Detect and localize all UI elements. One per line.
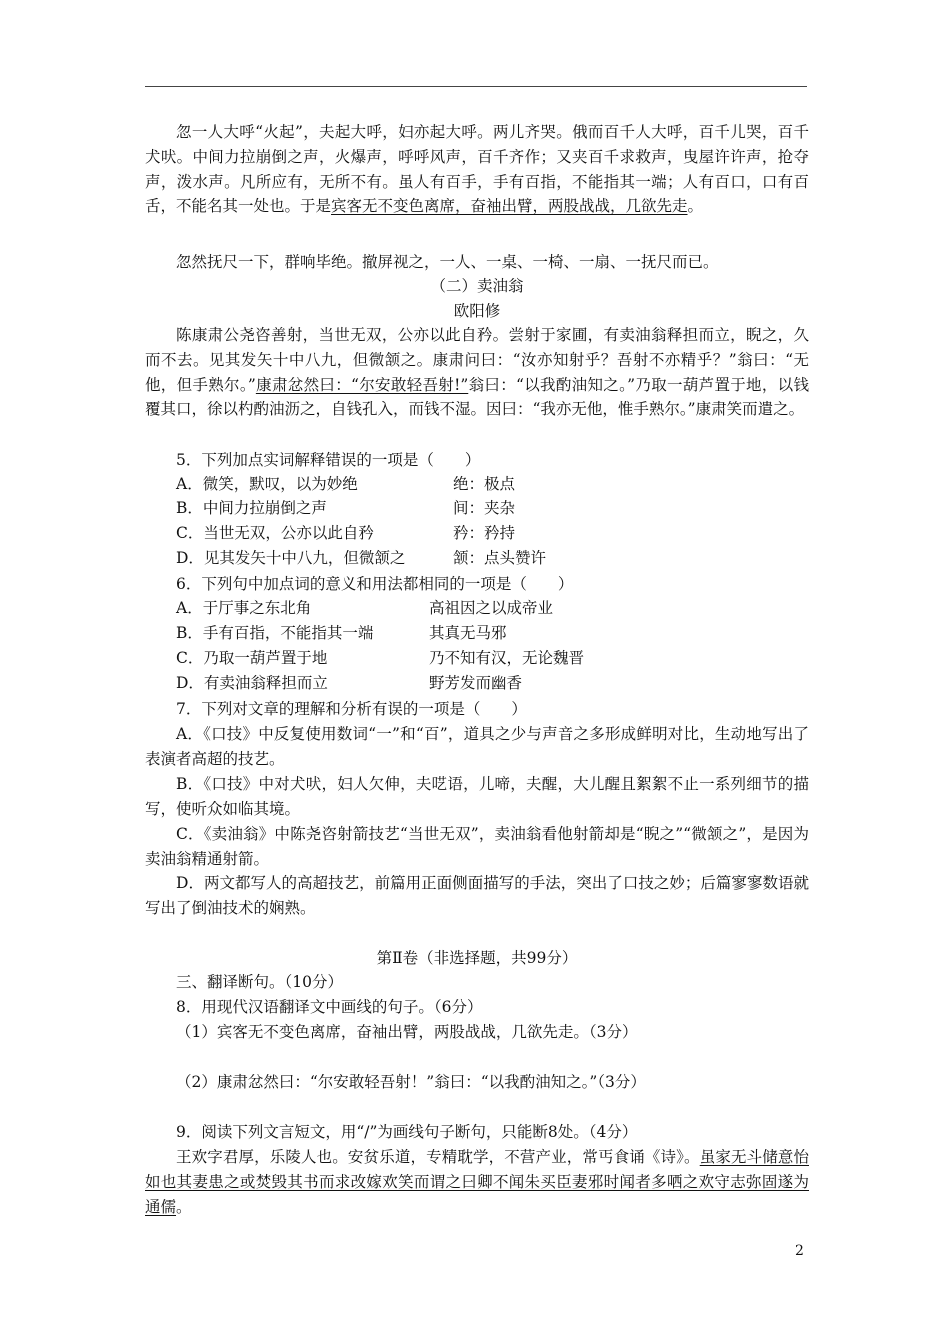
underlined-sentence-1: 宾客无不变色离席，奋袖出臂，两股战战，几欲先走 <box>331 197 688 216</box>
q6-option-a: A．于厅事之东北角 <box>176 599 312 617</box>
q7-option-c: C．《卖油翁》中陈尧咨射箭技艺“当世无双”，卖油翁看他射箭却是“睨之”“微颔之”，是因为卖油翁精通射箭。 <box>145 825 809 868</box>
maiyouweng-paragraph: 陈康肃公尧咨善射，当世无双，公亦以此自矜。尝射于家圃，有卖油翁释担而立，睨之，久而不去。见其发矢十中八九，但微颔之。康肃问曰：“汝亦知射乎？吾射不亦精乎？”翁曰：“无他，但手熟尔。”康肃忿然曰：“尔安敢轻吾射!”翁曰：“以我酌油知之。”乃取一葫芦置于地，以钱覆其口，徐以杓酌油沥之，自钱孔入，而钱不湿。因曰：“我亦无他，惟手熟尔。”康肃笑而遣之。 <box>145 326 809 419</box>
kouji-paragraph-2: 忽然抚尺一下，群响毕绝。撤屏视之，一人、一桌、一椅、一扇、一抚尺而已。 <box>176 253 719 271</box>
underlined-sentence-2: 康肃忿然曰：“尔安敢轻吾射!” <box>255 375 469 394</box>
q5-option-a: A．微笑，默叹，以为妙绝 <box>176 475 358 493</box>
q5-option-a-gloss: 绝：极点 <box>453 475 516 493</box>
q8-item-1: （1）宾客无不变色离席，奋袖出臂，两股战战，几欲先走。（3分） <box>176 1023 638 1041</box>
q6-option-b-compare: 其真无马邪 <box>429 624 507 642</box>
q8-stem: 8．用现代汉语翻译文中画线的句子。（6分） <box>176 998 483 1016</box>
passage-author: 欧阳修 <box>453 302 501 320</box>
q6-option-d-compare: 野芳发而幽香 <box>429 674 523 692</box>
underlined-passage: 虽家无斗储意怡如也其妻患之或焚毁其书而求改嫁欢笑而谓之曰卿不闻朱买臣妻邪时闻者多哂之欢守志弥固遂为通儒 <box>145 1148 809 1216</box>
q5-option-b: B．中间力拉崩倒之声 <box>176 499 327 517</box>
q5-option-c: C．当世无双，公亦以此自矜 <box>176 524 374 542</box>
part-2-heading: 第Ⅱ卷（非选择题，共99分） <box>376 949 578 967</box>
q5-option-d-gloss: 颔：点头赞许 <box>453 549 547 567</box>
q6-stem: 6．下列句中加点词的意义和用法都相同的一项是（ ） <box>176 575 574 593</box>
q7-option-a: A．《口技》中反复使用数词“一”和“百”，道具之少与声音之多形成鲜明对比，生动地写出了表演者高超的技艺。 <box>145 725 809 768</box>
q6-option-c-compare: 乃不知有汉，无论魏晋 <box>429 649 585 667</box>
kouji-paragraph-1: 忽一人大呼“火起”，夫起大呼，妇亦起大呼。两儿齐哭。俄而百千人大呼，百千儿哭，百千犬吠。中间力拉崩倒之声，火爆声，呼呼风声，百千齐作；又夹百千求救声，曳屋许许声，抢夺声，泼水声。凡所应有，无所不有。虽人有百手，手有百指，不能指其一端；人有百口，口有百舌，不能名其一处也。于是宾客无不变色离席，奋袖出臂，两股战战，几欲先走。 <box>145 123 809 216</box>
q5-stem: 5．下列加点实词解释错误的一项是（ ） <box>176 451 481 469</box>
q7-option-d: D．两文都写人的高超技艺，前篇用正面侧面描写的手法，突出了口技之妙；后篇寥寥数语就写出了倒油技术的娴熟。 <box>145 874 809 917</box>
passage-title: （二）卖油翁 <box>430 277 524 295</box>
q6-option-d: D．有卖油翁释担而立 <box>176 674 328 692</box>
q7-stem: 7．下列对文章的理解和分析有误的一项是（ ） <box>176 700 527 718</box>
page-number: 2 <box>795 1243 804 1259</box>
q6-option-b: B．手有百指，不能指其一端 <box>176 624 374 642</box>
q5-option-b-gloss: 间：夹杂 <box>453 499 516 517</box>
header-rule <box>145 86 807 87</box>
q6-option-a-compare: 高祖因之以成帝业 <box>429 599 554 617</box>
q9-passage: 王欢字君厚，乐陵人也。安贫乐道，专精耽学，不营产业，常丐食诵《诗》。虽家无斗储意怡如也其妻患之或焚毁其书而求改嫁欢笑而谓之曰卿不闻朱买臣妻邪时闻者多哂之欢守志弥固遂为通儒。 <box>145 1148 809 1216</box>
q8-item-2: （2）康肃忿然曰：“尔安敢轻吾射！”翁曰：“以我酌油知之。”（3分） <box>176 1073 646 1091</box>
q5-option-d: D．见其发矢十中八九，但微颔之 <box>176 549 406 567</box>
q6-option-c: C．乃取一葫芦置于地 <box>176 649 328 667</box>
q9-stem: 9．阅读下列文言短文，用“/”为画线句子断句，只能断8处。（4分） <box>176 1123 638 1141</box>
q5-option-c-gloss: 矜：矜持 <box>453 524 516 542</box>
section-3-heading: 三、翻译断句。（10分） <box>176 973 343 991</box>
q7-option-b: B．《口技》中对犬吠，妇人欠伸，夫呓语，儿啼，夫醒，大儿醒且絮絮不止一系列细节的描写，使听众如临其境。 <box>145 775 809 818</box>
